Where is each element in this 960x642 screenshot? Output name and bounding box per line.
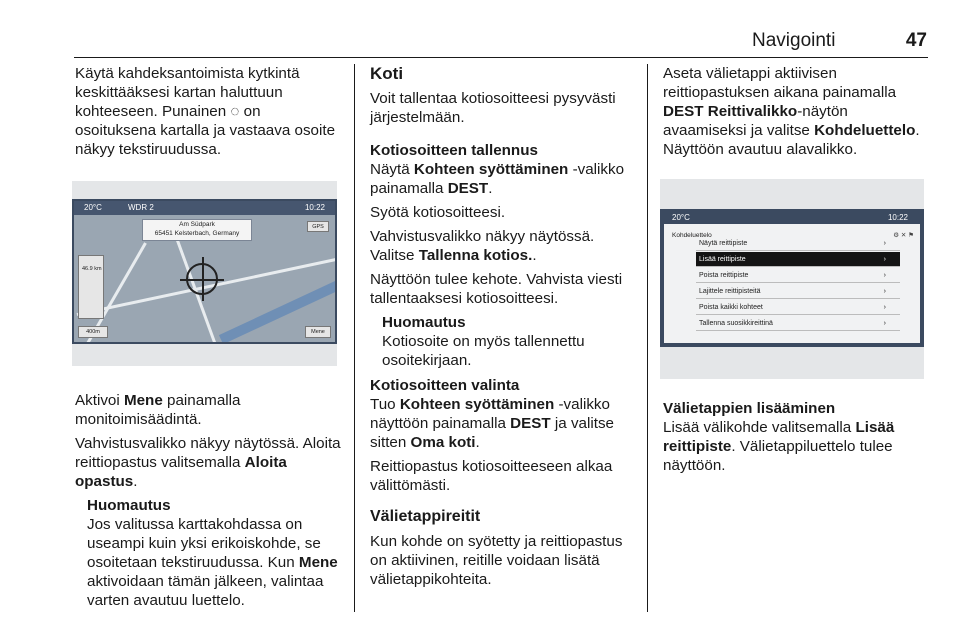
section-heading: Välietappireitit <box>370 508 481 525</box>
paragraph: Tuo Kohteen syöttäminen -valikko näyttöön painamalla DEST ja valitse sitten Oma koti. <box>370 396 614 451</box>
paragraph: Aseta välietappi aktiivisen reittiopastuksen aikana painamalla DEST Reittivalikko-näytön avaamiseksi ja valitse Kohdeluettelo. Näyttöön avautuu alavalikko. <box>663 65 920 158</box>
chevron-right-icon: › <box>883 272 886 279</box>
menu-item[interactable] <box>696 284 900 299</box>
subheading: Kotiosoitteen valinta <box>370 377 520 394</box>
paragraph: Vahvistusvalikko näkyy näytössä. Aloita reittiopastus valitsemalla Aloita opastus. <box>75 435 341 490</box>
menu-item[interactable] <box>696 236 900 251</box>
chevron-right-icon: › <box>883 304 886 311</box>
paragraph: Käytä kahdeksantoimista kytkintä keskittääksesi kartan haluttuun kohteeseen. Punainen ◌ on osoituksena kartalla ja vastaava osoite näkyy tekstiruudussa. <box>75 65 336 158</box>
menu-item-label: Näytä reittipiste <box>699 240 748 247</box>
address-line-2: 65451 Kelsterbach, Germany <box>154 230 240 237</box>
status-icons: ⚙ ✕ ⚑ <box>893 232 914 239</box>
paragraph: Syötä kotiosoitteesi. <box>370 204 506 221</box>
mene-button: Mene <box>305 326 331 338</box>
subheading: Kotiosoitteen tallennus <box>370 142 538 159</box>
menu-item-label: Lajittele reittipisteitä <box>699 288 761 295</box>
menu-title: Kohdeluettelo <box>672 232 712 239</box>
map-screenshot-figure <box>72 181 337 366</box>
note-heading: Huomautus <box>87 497 171 514</box>
note-box <box>75 496 345 610</box>
section-heading: Koti <box>370 64 404 83</box>
menu-item[interactable] <box>696 300 900 315</box>
menu-item[interactable] <box>696 316 900 331</box>
page-header <box>752 30 927 54</box>
temperature: 20°C <box>672 213 690 222</box>
map-scale: 400m <box>78 326 108 338</box>
note-heading: Huomautus <box>382 314 466 331</box>
map-screen <box>72 199 337 344</box>
header-rule <box>74 57 928 58</box>
menu-item[interactable] <box>696 268 900 283</box>
menu-item-label: Poista reittipiste <box>699 272 749 279</box>
column-2 <box>370 64 640 594</box>
menu-item-label: Tallenna suosikkireittinä <box>699 320 773 327</box>
column-divider-2 <box>647 64 648 612</box>
note-box <box>370 313 640 370</box>
address-line-1: Am Südpark <box>179 221 215 228</box>
note-text: Jos valitussa karttakohdassa on useampi kuin yksi erikoiskohde, se osoitetaan tekstiruudussa. Kun Mene aktivoidaan tämän jälkeen, valintaa varten avautuu luettelo. <box>87 516 338 609</box>
section-title: Navigointi <box>752 30 836 51</box>
speed-value: 46.9 km <box>82 266 102 272</box>
column-1 <box>75 64 345 616</box>
gps-button: GPS <box>307 221 329 232</box>
chevron-right-icon: › <box>883 288 886 295</box>
menu-status-bar <box>662 211 922 224</box>
column-divider-1 <box>354 64 355 612</box>
clock: 10:22 <box>887 213 908 222</box>
note-text: Kotiosoite on myös tallennettu osoitekirjaan. <box>382 333 585 369</box>
crosshair-icon <box>186 263 218 295</box>
menu-item-label: Poista kaikki kohteet <box>699 304 763 311</box>
map-area <box>74 215 335 342</box>
paragraph: Voit tallentaa kotiosoitteesi pysyvästi järjestelmään. <box>370 90 616 126</box>
chevron-right-icon: › <box>883 320 886 327</box>
paragraph: Näytä Kohteen syöttäminen -valikko painamalla DEST. <box>370 161 625 197</box>
clock: 10:22 <box>304 203 325 212</box>
menu-screenshot-figure <box>660 179 924 379</box>
menu-item[interactable] <box>696 252 900 267</box>
chevron-right-icon: › <box>883 256 886 263</box>
menu-item-label: Lisää reittipiste <box>699 256 746 263</box>
paragraph: Aktivoi Mene painamalla monitoimisäädintä. <box>75 392 241 428</box>
subheading: Välietappien lisääminen <box>663 400 836 417</box>
audio-source: WDR 2 <box>128 203 154 212</box>
map-status-bar <box>74 201 335 215</box>
paragraph: Kun kohde on syötetty ja reittiopastus on aktiivinen, reitille voidaan lisätä välietappikohteita. <box>370 533 623 588</box>
menu-body <box>664 224 920 343</box>
paragraph: Reittiopastus kotiosoitteeseen alkaa välittömästi. <box>370 458 613 494</box>
temperature: 20°C <box>84 203 102 212</box>
paragraph: Lisää välikohde valitsemalla Lisää reittipiste. Välietappiluettelo tulee näyttöön. <box>663 419 895 474</box>
speed-panel <box>78 255 104 319</box>
paragraph: Vahvistusvalikko näkyy näytössä. Valitse Tallenna kotios.. <box>370 228 595 264</box>
column-3 <box>663 64 933 480</box>
paragraph: Näyttöön tulee kehote. Vahvista viesti tallentaaksesi kotiosoitteesi. <box>370 271 623 307</box>
page-number: 47 <box>905 30 927 51</box>
address-box <box>142 219 252 241</box>
chevron-right-icon: › <box>883 240 886 247</box>
menu-screen <box>660 209 924 347</box>
